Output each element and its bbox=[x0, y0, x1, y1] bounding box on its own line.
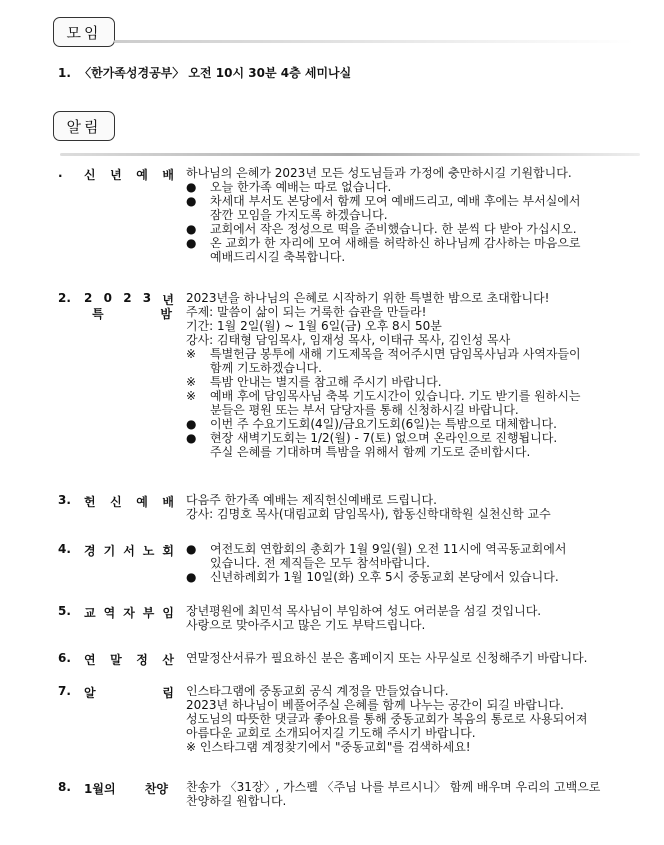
notice-line: 연말정산서류가 필요하신 분은 홈페이지 또는 사무실로 신청해주기 바랍니다. bbox=[186, 651, 588, 665]
label-char: 말 bbox=[110, 653, 122, 667]
notice-line bbox=[186, 361, 634, 375]
notice-body bbox=[186, 780, 634, 808]
line-text: 차세대 부서도 본당에서 함께 모여 예배드리고, 예배 후에는 부서실에서 bbox=[210, 194, 581, 208]
line-text: 특밤 안내는 별지를 참고해 주시기 바랍니다. bbox=[210, 375, 442, 389]
notice-line bbox=[186, 194, 634, 208]
label-char: 림 bbox=[162, 686, 174, 700]
line-text: 예배 후에 담임목사님 축복 기도시간이 있습니다. 기도 받기를 원하시는 bbox=[210, 389, 581, 403]
label-char: 서 bbox=[123, 544, 135, 558]
meeting-text: 〈한가족성경공부〉 오전 10시 30분 4층 세미나실 bbox=[79, 66, 352, 80]
notice-line: 2023년을 하나님의 은혜로 시작하기 위한 특별한 밤으로 초대합니다! bbox=[186, 291, 550, 305]
line-text: 분들은 평원 또는 부서 담당자를 통해 신청하시길 바랍니다. bbox=[210, 403, 519, 417]
notice-line bbox=[186, 542, 634, 556]
notice-number: 8. bbox=[58, 780, 71, 794]
notice-body bbox=[186, 493, 634, 521]
label-char: 역 bbox=[103, 606, 116, 620]
label-char: 특 bbox=[92, 307, 104, 321]
bullet-icon: ● bbox=[186, 542, 197, 556]
line-text: 주실 은혜를 기대하며 특밤을 위해서 함께 기도로 준비합시다. bbox=[210, 445, 531, 459]
notice-line: 사랑으로 맞아주시고 많은 기도 부탁드립니다. bbox=[186, 618, 426, 632]
notice-line: 하나님의 은혜가 2023년 모든 성도님들과 가정에 충만하시길 기원합니다. bbox=[186, 166, 572, 180]
label-char: 산 bbox=[162, 653, 174, 667]
label-char: 년 bbox=[110, 168, 122, 182]
meeting-item bbox=[58, 66, 351, 80]
bullet-icon: ● bbox=[186, 180, 197, 194]
label-char: 기 bbox=[103, 544, 116, 558]
notice-body bbox=[186, 291, 634, 459]
label-char: 연 bbox=[84, 653, 96, 667]
notice-line: 성도님의 따뜻한 댓글과 좋아요를 통해 중동교회가 복음의 통로로 사용되어져 bbox=[186, 712, 588, 726]
line-text: 특별헌금 봉투에 새해 기도제목을 적어주시면 담임목사님과 사역자들이 bbox=[210, 347, 581, 361]
notice-line: 찬송가 〈31장〉, 가스펠 〈주님 나를 부르시니〉 함께 배우며 우리의 고백으로 bbox=[186, 780, 601, 794]
bullet-icon: ● bbox=[186, 222, 197, 236]
label-char: 정 bbox=[136, 653, 148, 667]
label-char: 예 bbox=[136, 168, 148, 182]
notice-line: ※ 인스타그램 계정찾기에서 "중동교회"를 검색하세요! bbox=[186, 740, 471, 754]
line-text: 온 교회가 한 자리에 모여 새해를 허락하신 하나님께 감사하는 마음으로 bbox=[210, 236, 581, 250]
bullet-icon: ● bbox=[186, 417, 197, 431]
notice-number: 5. bbox=[58, 604, 71, 618]
notice-line bbox=[186, 389, 634, 403]
notice-line: 찬양하길 원합니다. bbox=[186, 794, 287, 808]
label-char: 노 bbox=[142, 544, 155, 558]
notice-line bbox=[186, 403, 634, 417]
label-char: 회 bbox=[162, 544, 174, 558]
meeting-header: 모임 bbox=[53, 17, 115, 47]
notice-header: 알림 bbox=[53, 111, 115, 141]
bullet-icon: ● bbox=[186, 431, 197, 445]
notice-line bbox=[186, 222, 634, 236]
note-mark: ※ bbox=[186, 347, 197, 361]
note-mark: ※ bbox=[186, 389, 197, 403]
notice-label bbox=[84, 542, 174, 559]
label-char: 0 bbox=[103, 291, 112, 305]
line-text: 예배드리시길 축복합니다. bbox=[210, 250, 346, 264]
notice-line bbox=[186, 347, 634, 361]
meeting-num: 1. bbox=[58, 66, 71, 80]
label-char: 신 bbox=[84, 168, 96, 182]
notice-line: 인스타그램에 중동교회 공식 계정을 만들었습니다. bbox=[186, 684, 449, 698]
notice-label bbox=[84, 493, 174, 510]
line-text: 교회에서 작은 정성으로 떡을 준비했습니다. 한 분씩 다 받아 가십시오. bbox=[210, 222, 577, 236]
notice-number: 4. bbox=[58, 542, 71, 556]
bullet-icon: ● bbox=[186, 236, 197, 250]
notice-line: 주제: 말씀이 삶이 되는 거룩한 습관을 만들라! bbox=[186, 305, 427, 319]
notice-line bbox=[186, 445, 634, 459]
label-char: 부 bbox=[142, 606, 155, 620]
notice-line bbox=[186, 236, 634, 250]
label-char: 2 bbox=[123, 291, 132, 305]
notice-line bbox=[186, 570, 634, 584]
notice-label bbox=[84, 780, 168, 797]
line-text: 여전도회 연합회의 총회가 1월 9일(월) 오전 11시에 역곡동교회에서 bbox=[210, 542, 567, 556]
notice-label bbox=[84, 166, 174, 183]
notice-line: 강사: 김태형 담임목사, 임재성 목사, 이태규 목사, 김인성 목사 bbox=[186, 333, 511, 347]
notice-line bbox=[186, 180, 634, 194]
line-text: 이번 주 수요기도회(4일)/금요기도회(6일)는 특밤으로 대체합니다. bbox=[210, 417, 557, 431]
label-char: 2 bbox=[84, 291, 93, 305]
label-char: 자 bbox=[123, 606, 135, 620]
notice-line bbox=[186, 431, 634, 445]
notice-body bbox=[186, 651, 634, 665]
notice-number: 6. bbox=[58, 651, 71, 665]
line-text: 있습니다. 전 제직들은 모두 참석바랍니다. bbox=[210, 556, 430, 570]
notice-line: 아름다운 교회로 소개되어지길 기도해 주시기 바랍니다. bbox=[186, 726, 476, 740]
notice-line: 다음주 한가족 예배는 제직헌신예배로 드립니다. bbox=[186, 493, 437, 507]
line-text: 함께 기도하겠습니다. bbox=[210, 361, 322, 375]
notice-line bbox=[186, 417, 634, 431]
bullet-icon: ● bbox=[186, 570, 197, 584]
line-text: 잠깐 모임을 가지도록 하겠습니다. bbox=[210, 208, 388, 222]
notice-label bbox=[84, 651, 174, 668]
notice-number: . bbox=[58, 166, 63, 180]
notice-label-line2 bbox=[92, 305, 172, 322]
line-text: 신년하례회가 1월 10일(화) 오후 5시 중동교회 본당에서 있습니다. bbox=[210, 570, 559, 584]
label-char: 경 bbox=[84, 544, 96, 558]
notice-body bbox=[186, 542, 634, 584]
label-char: 배 bbox=[162, 168, 174, 182]
label-char: 임 bbox=[162, 606, 174, 620]
notice-line: 기간: 1월 2일(월) ~ 1월 6일(금) 오후 8시 50분 bbox=[186, 319, 442, 333]
notice-line bbox=[186, 556, 634, 570]
notice-line bbox=[186, 208, 634, 222]
notice-divider bbox=[60, 153, 640, 156]
notice-body bbox=[186, 604, 634, 632]
label-char: 헌 bbox=[84, 495, 96, 509]
label-char: 찬양 bbox=[144, 782, 168, 796]
label-char: 배 bbox=[162, 495, 174, 509]
label-char: 교 bbox=[84, 606, 96, 620]
notice-body bbox=[186, 166, 634, 264]
label-char: 예 bbox=[136, 495, 148, 509]
label-char: 신 bbox=[110, 495, 122, 509]
label-char: 알 bbox=[84, 686, 96, 700]
bullet-icon: ● bbox=[186, 194, 197, 208]
label-char: 3 bbox=[142, 291, 152, 305]
meeting-divider bbox=[114, 40, 634, 43]
label-char: 밤 bbox=[160, 307, 172, 321]
notice-line bbox=[186, 375, 634, 389]
label-char: 1월의 bbox=[84, 782, 116, 796]
notice-label bbox=[84, 604, 174, 621]
notice-line: 장년평원에 최민석 목사님이 부임하여 성도 여러분을 섬길 것입니다. bbox=[186, 604, 542, 618]
notice-number: 3. bbox=[58, 493, 71, 507]
line-text: 현장 새벽기도회는 1/2(월) - 7(토) 없으며 온라인으로 진행됩니다. bbox=[210, 431, 558, 445]
notice-label bbox=[84, 684, 174, 701]
note-mark: ※ bbox=[186, 375, 197, 389]
notice-line bbox=[186, 250, 634, 264]
notice-number: 2. bbox=[58, 291, 71, 305]
line-text: 오늘 한가족 예배는 따로 없습니다. bbox=[210, 180, 392, 194]
notice-number: 7. bbox=[58, 684, 71, 698]
notice-body bbox=[186, 684, 634, 754]
notice-line: 강사: 김명호 목사(대림교회 담임목사), 합동신학대학원 실천신학 교수 bbox=[186, 507, 551, 521]
notice-line: 2023년 하나님이 베풀어주실 은혜를 함께 나누는 공간이 되길 바랍니다. bbox=[186, 698, 564, 712]
label-char: 년 bbox=[162, 293, 174, 307]
